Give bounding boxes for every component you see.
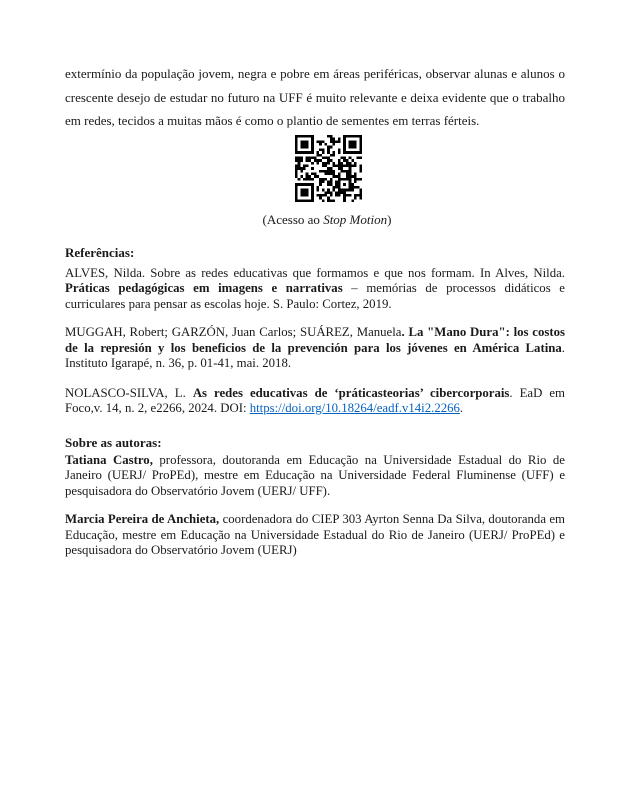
author-bio-marcia: Marcia Pereira de Anchieta, coordenadora do CIEP 303 Ayrton Senna Da Silva, doutoranda em Educação, mestre em Educação na Universidade Estadual do Rio de Janeiro (UERJ/ ProPEd) e pesquisadora do Observatório Jovem (UERJ): [65, 512, 565, 557]
qr-section: [65, 135, 565, 207]
qr-code-image: [295, 135, 362, 202]
doi-link[interactable]: https://doi.org/10.18264/eadf.v14i2.2266: [249, 401, 460, 415]
intro-paragraph: extermínio da população jovem, negra e pobre em áreas periféricas, observar alunas e alunos o crescente desejo de estudar no futuro na UFF é muito relevante e deixa evidente que o trabalho em redes, tecidos a muitas mãos é como o plantio de sementes em terras férteis.: [65, 66, 565, 128]
reference-item-nolasco: NOLASCO-SILVA, L. As redes educativas de ‘práticasteorias’ cibercorporais. EaD em Foco,v. 14, n. 2, e2266, 2024. DOI: https://doi.org/10.18264/eadf.v14i2.2266.: [65, 385, 565, 415]
reference-item-muggah: MUGGAH, Robert; GARZÓN, Juan Carlos; SUÁREZ, Manuela. La "Mano Dura": los costos de la represión y los beneficios de la prevención para los jóvenes en América Latina. Instituto Igarapé, n. 36, p. 01-41, mai. 2018.: [65, 325, 566, 370]
references-heading: Referências:: [65, 244, 135, 260]
authors-heading: Sobre as autoras:: [65, 434, 162, 450]
qr-caption: (Acesso ao Stop Motion): [262, 211, 392, 227]
reference-item-alves: ALVES, Nilda. Sobre as redes educativas que formamos e que nos formam. In Alves, Nilda. Práticas pedagógicas em imagens e narrativas – memórias de processos didáticos e curriculares para pensar as escolas hoje. S. Paulo: Cortez, 2019.: [65, 265, 565, 311]
author-bio-tatiana: Tatiana Castro, professora, doutoranda em Educação na Universidade Estadual do Rio de Janeiro (UERJ/ ProPEd), mestre em Educação na Universidade Federal Fluminense (UFF) e pesquisadora do Observatório Jovem (UERJ/ UFF).: [65, 452, 565, 498]
